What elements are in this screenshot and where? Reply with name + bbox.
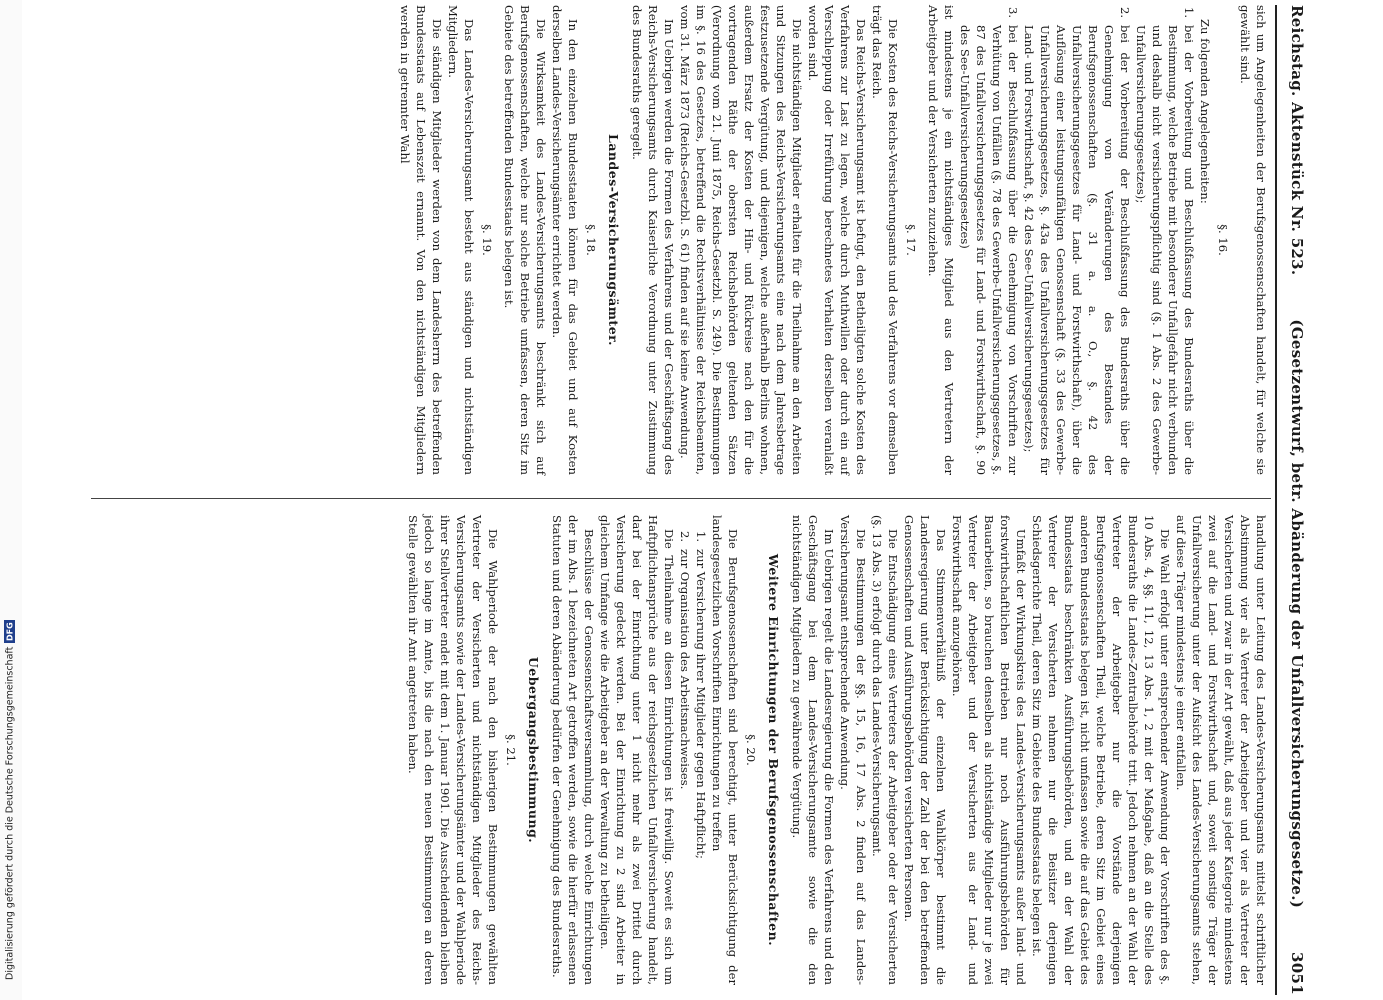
right-column [405,515,1269,985]
paragraph: Zu folgenden Angelegenheiten: [1198,19,1212,204]
list-text: bei der Vorbereitung und Beschlußfassung des Bundesraths über die Bestimmung, welche Betriebe mit besonderer Unfallgefahr nicht verbunden und deshalb nicht versicherungspflichtig sind (§. 1 Abs. 2 des Gewerbe-Unfallversicherungsgesetzes); [1134,25,1196,475]
list-item [957,5,1021,475]
numbered-list [957,5,1197,475]
section-title: §. 20. [744,734,758,766]
section-heading: Weitere Einrichtungen der Berufsgenossenschaften. [766,553,781,947]
list-text: bei der Vorbereitung der Beschlußfassung des Bundesraths über die Genehmigung von Veränderungen des Bestandes der Berufsgenossenschaften (§. 31 a. a. O., §. 42 des Unfallversicherungsgesetzes für Land- und Forstwirthschaft), über die Auflösung einer leistungsunfähigen Genossenschaft (§. 33 des Gewerbe-Unfallversicherungsgesetzes, §. 43a des Unfallversicherungsgesetzes für Land- und Forstwirthschaft, §. 42 des See-Unfallversicherungsgesetzes); [1022,25,1132,475]
paragraph: Die Wirksamkeit des Landes-Versicherungsamts beschränkt sich auf Berufsgenossenschaften, welche nur solche Betriebe umfassen, deren Sitz im Gebiete des betreffenden Bundesstaats belegen ist. [502,5,548,475]
list-text: zur Organisation des Arbeitsnachweises. [678,549,692,790]
list-number: 3. [1006,7,1020,19]
running-head-left: Reichstag. Aktenstück Nr. 523. [1288,5,1306,276]
left-column [397,5,1269,475]
paragraph: Umfaßt der Wirkungskreis des Landes-Versicherungsamts außer land- und forstwirthschaftlichen Betrieben nur noch Ausführungsbehörden für Bauarbeiten, so brauchen denselben als nichtständige Mitglieder nur je zwei Vertreter der Arbeitgeber und der Versicherten aus der Land- und Forstwirthschaft anzugehören. [950,515,1028,985]
paragraph: Die Bestimmungen der §§. 15, 16, 17 Abs. 2 finden auf das Landes-Versicherungsamt entsprechende Anwendung. [838,515,868,985]
list-item [693,529,709,985]
list-text: bei der Beschlußfassung über die Genehmigung von Vorschriften zur Verhütung von Unfällen (§. 78 des Gewerbe-Unfallversicherungsgesetzes, §. 87 des Unfallversicherungsgesetzes für Land- und Forstwirthschaft, §. 90 des See-Unfallversicherungsgesetzes) [958,25,1020,475]
running-head [1279,5,1305,995]
dfg-logo: DFG [5,622,15,641]
paragraph: Beschlüsse der Genossenschaftsversammlung, durch welche Einrichtungen der im Abs. 1 bezeichneten Art getroffen werden, sowie die hierfür erlassenen Statuten und deren Abänderung bedürfen der Genehmigung des Bundesraths. [550,515,596,985]
section-heading: Landes-Versicherungsämter. [606,134,621,346]
list-number: 1. [694,531,708,543]
scanned-page [85,5,1305,995]
paragraph: handlung unter Leitung des Landes-Versicherungsamts mittelst schriftlicher Abstimmung vier als Vertreter der Arbeitgeber und vier als Vertreter der Versicherten und zwar in der Art gewählt, daß aus jeder Kategorie mindestens zwei auf die Land- und Forstwirthschaft und, soweit sonstige Träger der Unfallversicherung unter der Aufsicht des Landes-Versicherungsamts stehen, auf diese Träger mindestens je einer entfallen. [1174,515,1268,985]
list-number: 2. [1118,7,1132,19]
section-title: §. 18. [584,224,598,256]
section-title: §. 17. [904,224,918,256]
paragraph: In den einzelnen Bundesstaaten können für das Gebiet und auf Kosten derselben Landes-Versicherungsämter errichtet werden. [550,5,580,475]
paragraph: Im Uebrigen regelt die Landesregierung die Formen des Verfahrens und den Geschäftsgang bei dem Landes-Versicherungsamte sowie die den nichtständigen Mitgliedern zu gewährende Vergütung. [790,515,836,985]
paragraph: Die Kosten des Reichs-Versicherungsamts und des Verfahrens vor demselben trägt das Reich. [870,5,900,475]
paragraph: Die nichtständigen Mitglieder erhalten für die Theilnahme an den Arbeiten und Sitzungen des Reichs-Versicherungsamts eine nach dem Jahresbetrage festzusetzende Vergütung, und diejenigen, welche außerhalb Berlins wohnen, außerdem Ersatz der Kosten der Hin- und Rückreise nach den für die vortragenden Räthe der obersten Reichsbehörden geltenden Sätzen (Verordnung vom 21. Juni 1875, Reichs-Gesetzbl. S. 249). Die Bestimmungen im §. 16 des Gesetzes, betreffend die Rechtsverhältnisse der Reichsbeamten, vom 31. März 1873 (Reichs-Gesetzbl. S. 61) finden auf sie keine Anwendung. [678,5,804,475]
list-text: zur Versicherung ihrer Mitglieder gegen Haftpflicht; [694,549,708,859]
section-title: §. 19. [480,224,494,256]
column-divider [91,498,1271,499]
list-item [1133,5,1197,475]
credit-text: Digitalisierung gefördert durch die Deutsche Forschungsgemeinschaft [4,646,16,980]
list-item [1021,5,1133,475]
numbered-list [677,515,709,985]
header-rule [1275,5,1277,995]
digitization-credit-strip [0,0,22,1000]
section-heading: Uebergangsbestimmung. [526,656,541,844]
paragraph: Das Stimmenverhältniß der einzelnen Wahlkörper bestimmt die Landesregierung unter Berücksichtigung der Zahl der bei den betreffenden Genossenschaften und Ausführungsbehörden versicherten Personen. [902,515,948,985]
running-head-center: (Gesetzentwurf, betr. Abänderung der Unfallversicherungsgesetze.) [1288,319,1306,909]
paragraph: Die Entschädigung eines Vertreters der Arbeitgeber oder der Versicherten (§. 13 Abs. 3) erfolgt durch das Landes-Versicherungsamt. [870,515,900,985]
paragraph: Das Landes-Versicherungsamt besteht aus ständigen und nichtständigen Mitgliedern. [446,5,476,475]
list-item [677,529,693,985]
list-number: 2. [678,531,692,543]
paragraph: Die Wahl erfolgt unter entsprechender Anwendung der Vorschriften des §. 10 Abs. 4, §§. 11, 12, 13 Abs. 1, 2 mit der Maßgabe, daß an die Stelle des Bundesraths die Landes-Zentralbehörde tritt. Jedoch nehmen an der Wahl der Vertreter der Arbeitgeber nur die Vorstände derjenigen Berufsgenossenschaften Theil, welche Betriebe, deren Sitz im Gebiet eines anderen Bundesstaats belegen ist, nicht umfassen sowie die auf das Gebiet des Bundesstaats beschränkten Ausführungsbehörden, und an der Wahl der Vertreter der Versicherten nehmen nur die Beisitzer derjenigen Schiedsgerichte Theil, deren Sitz im Gebiete des Bundesstaats belegen ist. [1030,515,1172,985]
section-title: §. 21. [504,734,518,766]
paragraph: Im Uebrigen werden die Formen des Verfahrens und der Geschäftsgang des Reichs-Versicherungsamts durch Kaiserliche Verordnung unter Zustimmung des Bundesraths geregelt. [630,5,676,475]
paragraph: Die Theilnahme an diesen Einrichtungen ist freiwillig. Soweit es sich um Haftpflichtansprüche aus der reichsgesetzlichen Unfallversicherung handelt, darf bei der Einrichtung unter 1 nicht mehr als zwei Drittel durch Versicherung gedeckt werden. Bei der Einrichtung zu 2 sind Arbeiter in gleichem Umfange wie die Arbeitgeber an der Verwaltung zu betheiligen. [598,515,676,985]
paragraph: ist mindestens je ein nichtständiges Mitglied aus den Vertretern der Arbeitgeber und der Versicherten zuzuziehen. [926,5,956,475]
paragraph: Die Wahlperiode der nach den bisherigen Bestimmungen gewählten Vertreter der Versicherten und nichtständigen Mitglieder des Reichs-Versicherungsamts sowie der Landes-Versicherungsämter und der Wahlperiode ihrer Stellvertreter endet mit dem 1. Januar 1901. Die Ausscheidenden bleiben jedoch so lange im Amte, bis die nach den neuen Bestimmungen an deren Stelle gewählten ihr Amt angetreten haben. [406,515,500,985]
paragraph: Die Berufsgenossenschaften sind berechtigt, unter Berücksichtigung der landesgesetzlichen Vorschriften Einrichtungen zu treffen [710,515,740,985]
page-number: 3051 [1288,952,1306,995]
paragraph: Das Reichs-Versicherungsamt ist befugt, den Betheiligten solche Kosten des Verfahrens zur Last zu legen, welche durch Muthwillen oder durch ein auf Verschleppung oder Irreführung berechnetes Verhalten derselben veranlaßt worden sind. [806,5,868,475]
paragraph: sich um Angelegenheiten der Berufsgenossenschaften handelt, für welche sie gewählt sind. [1238,5,1268,475]
list-number: 1. [1182,7,1196,19]
digitization-credit [3,600,17,980]
section-title: §. 16. [1216,224,1230,256]
paragraph: Die ständigen Mitglieder werden von dem Landesherrn des betreffenden Bundesstaats auf Lebenszeit ernannt. Von den nichtständigen Mitgliedern werden in getrennter Wahl [398,5,444,475]
